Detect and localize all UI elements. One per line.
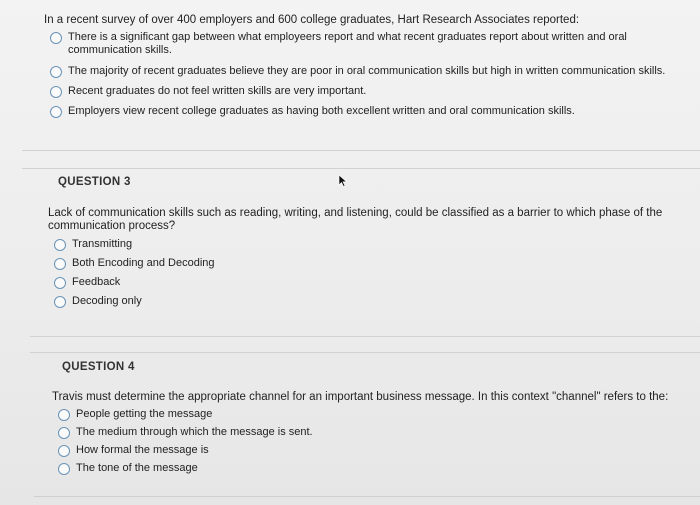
radio-button[interactable]: [54, 258, 66, 270]
section-divider: [30, 336, 700, 337]
option-label: How formal the message is: [76, 444, 209, 456]
radio-button[interactable]: [58, 427, 70, 439]
radio-button[interactable]: [54, 239, 66, 251]
mouse-cursor-icon: [338, 174, 348, 187]
radio-button[interactable]: [50, 86, 62, 98]
question-3: [48, 207, 688, 315]
radio-button[interactable]: [54, 277, 66, 289]
option-label: Decoding only: [72, 295, 142, 307]
question-3-option-3[interactable]: [48, 276, 688, 289]
radio-button[interactable]: [58, 445, 70, 457]
radio-button[interactable]: [50, 32, 62, 44]
question-4-option-1[interactable]: [52, 408, 692, 421]
radio-button[interactable]: [58, 409, 70, 421]
question-3-prompt: Lack of communication skills such as reading, writing, and listening, could be classified as a barrier to which phase of the communication process?: [48, 207, 663, 232]
question-prev: [44, 14, 684, 125]
option-label: Feedback: [72, 276, 121, 288]
option-label: Transmitting: [72, 238, 133, 250]
question-3-header: QUESTION 3: [58, 176, 131, 188]
option-label: The majority of recent graduates believe they are poor in oral communication skills but high in written communication skills.: [68, 65, 666, 77]
section-divider: [22, 150, 700, 151]
question-4-option-2[interactable]: [52, 426, 692, 439]
radio-button[interactable]: [58, 463, 70, 475]
question-prev-option-4[interactable]: [44, 105, 684, 118]
option-label: People getting the message: [76, 408, 213, 420]
question-4-prompt: Travis must determine the appropriate channel for an important business message. In this context "channel" refers to the:: [52, 391, 669, 403]
question-prev-option-2[interactable]: [44, 65, 684, 78]
question-3-option-2[interactable]: [48, 257, 688, 270]
radio-button[interactable]: [50, 106, 62, 118]
question-4-option-4[interactable]: [52, 462, 692, 475]
question-3-option-1[interactable]: [48, 238, 688, 251]
question-4-header: QUESTION 4: [62, 361, 135, 373]
section-divider: [34, 496, 700, 497]
question-prev-prompt: In a recent survey of over 400 employers and 600 college graduates, Hart Research Associates reported:: [44, 14, 580, 26]
question-4: [52, 391, 692, 482]
option-label: Employers view recent college graduates as having both excellent written and oral communication skills.: [68, 105, 575, 117]
question-prev-option-3[interactable]: [44, 85, 684, 98]
radio-button[interactable]: [50, 66, 62, 78]
radio-button[interactable]: [54, 296, 66, 308]
option-label: Recent graduates do not feel written skills are very important.: [68, 85, 367, 97]
section-divider: [30, 352, 700, 353]
question-4-option-3[interactable]: [52, 444, 692, 457]
option-label: The medium through which the message is sent.: [76, 426, 313, 438]
section-divider: [22, 168, 700, 169]
option-label: Both Encoding and Decoding: [72, 257, 215, 269]
question-3-option-4[interactable]: [48, 295, 688, 308]
option-label: There is a significant gap between what employeers report and what recent graduates report about written and oral communication skills.: [68, 31, 627, 56]
question-prev-option-1[interactable]: [44, 31, 684, 57]
option-label: The tone of the message: [76, 462, 198, 474]
